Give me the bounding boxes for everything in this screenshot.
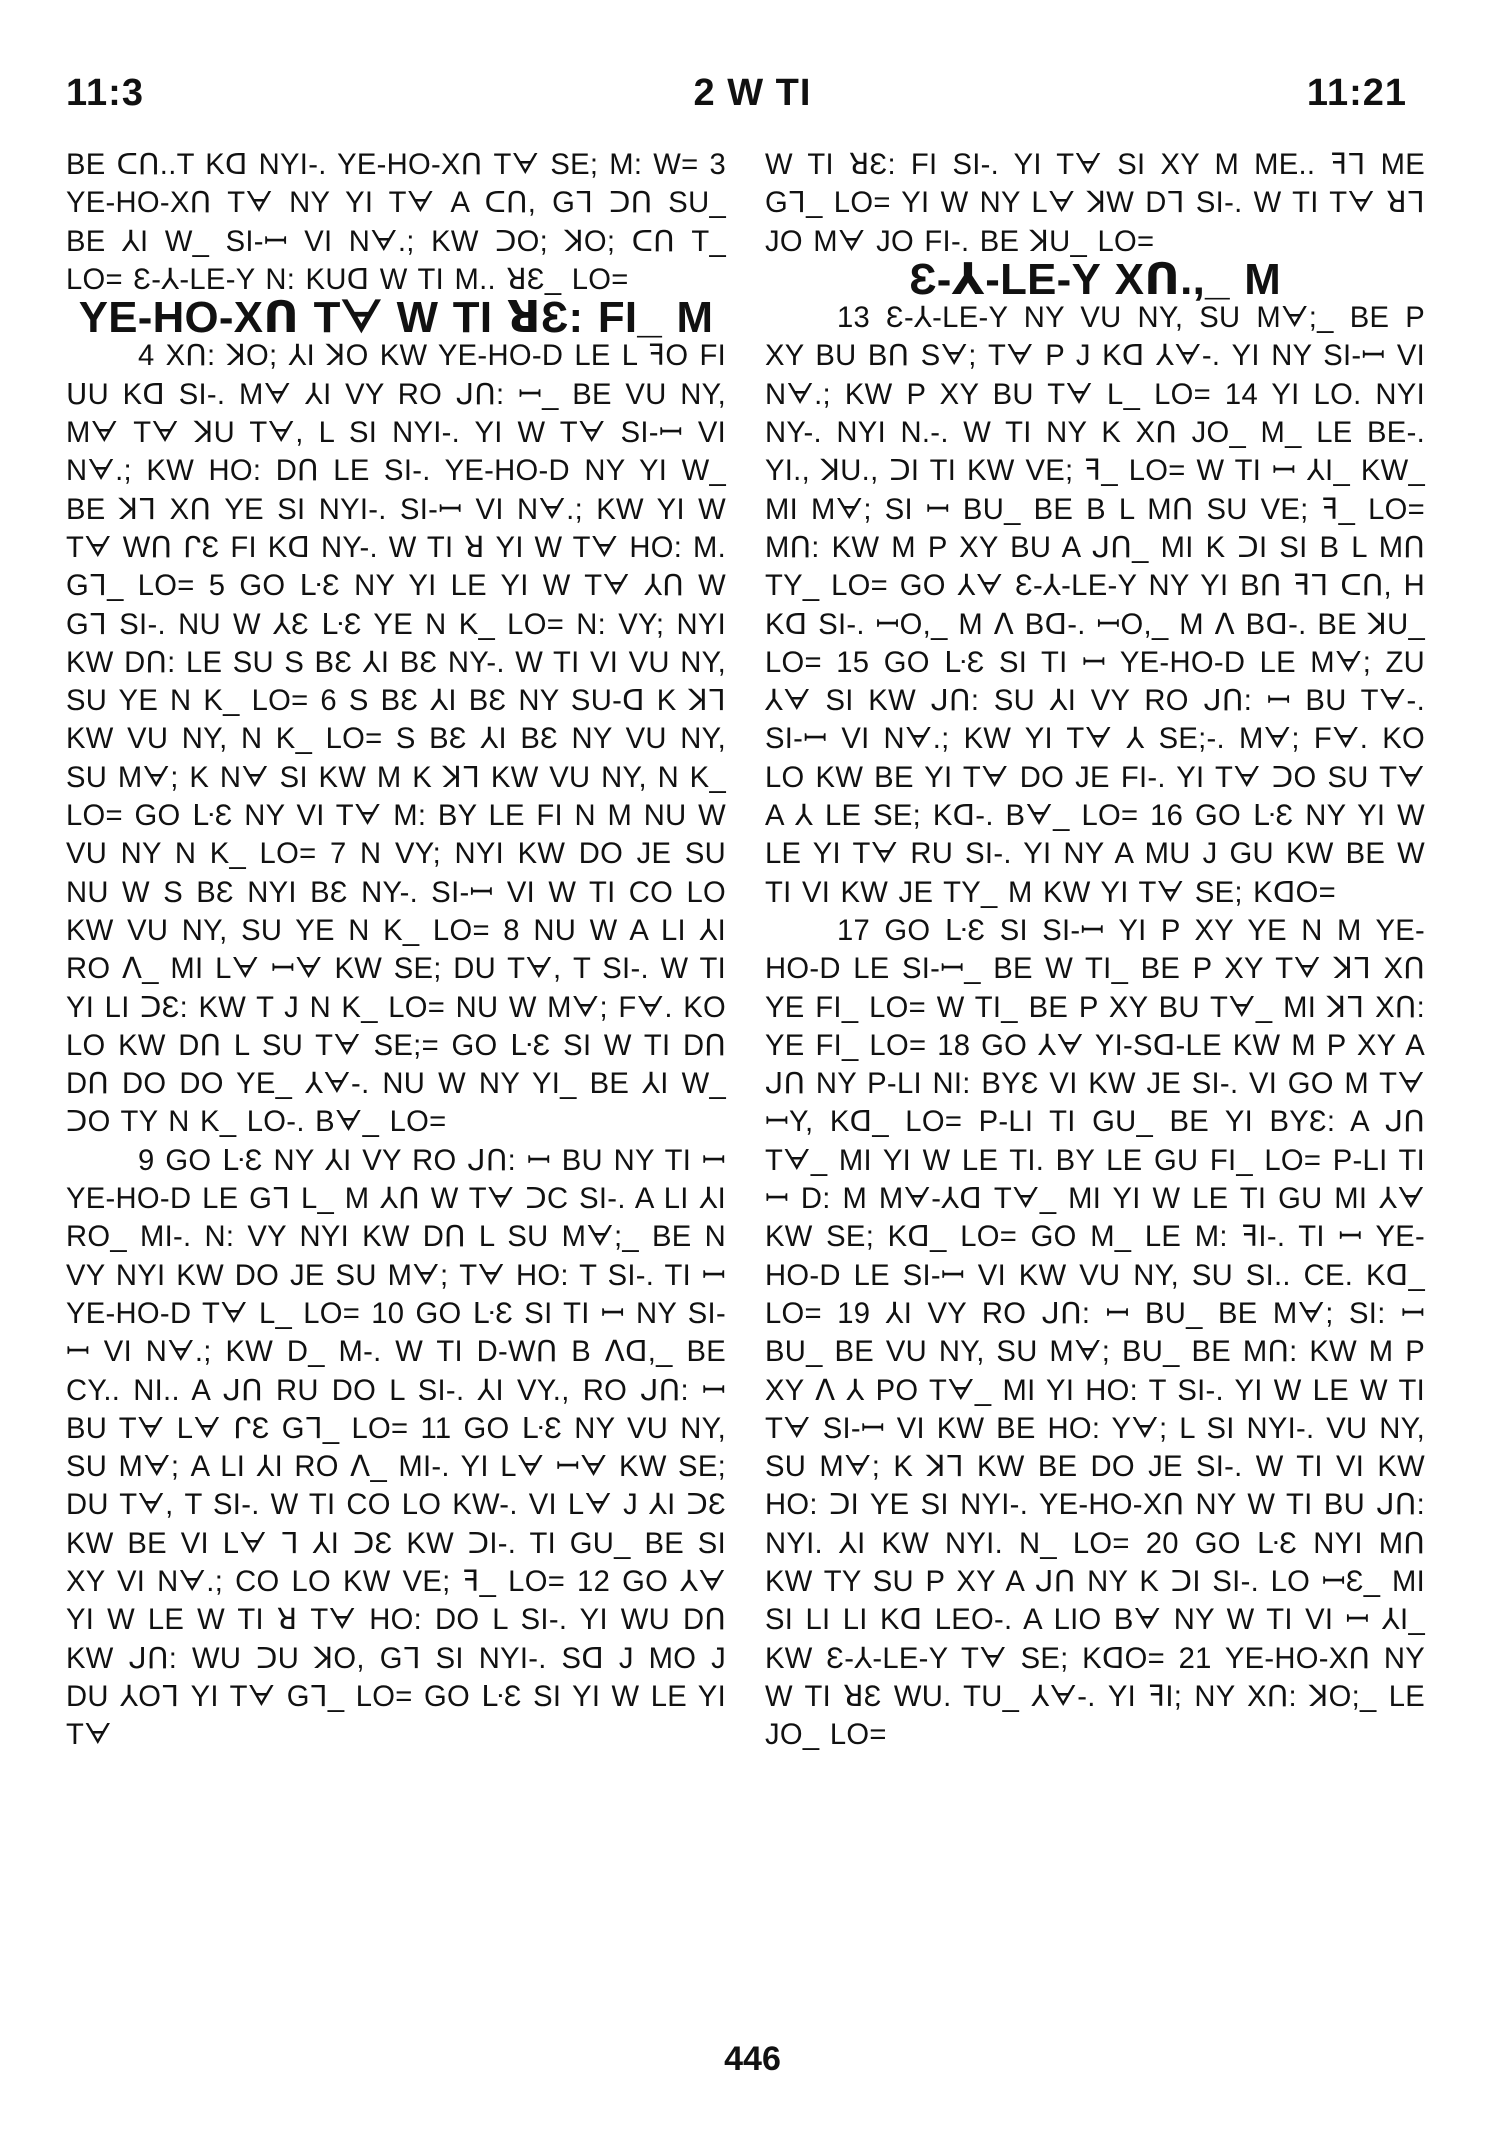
verse-paragraph: 9 GO ᒷƐ NY ⅄I VY RO ᒍᑎ: ꟷ BU NY TI ꟷ YE-HO-D LE Gᒣ L_ M ⅄ᑎ W Tᗄ ᑐC SI-. A LI ⅄I RO_ MI-. N: VY NYI KW Dᑎ L SU Mᗄ;_ BE N VY NYI KW DO JE SU Mᗄ; Tᗄ HO: T SI-. TI ꟷ YE-HO-D Tᗄ L_ LO= 10 GO ᒷƐ SI TI ꟷ NY SI-ꟷ VI Nᗄ.; KW D_ M-. W TI D-Wᑎ B ꓥᗡ,_ BE CY.. NI.. A ᒍᑎ RU DO L SI-. ⅄I VY., RO ᒍᑎ: ꟷ BU Tᗄ Lᗄ ᒋƐ Gᒣ_ LO= 11 GO ᒷƐ NY VU NY, SU Mᗄ; A LI ⅄I RO ꓥ_ MI-. YI Lᗄ ꟷᗄ KW SE; DU Tᗄ, T SI-. W TI CO LO KW-. VI Lᗄ J ⅄I ᑐƐ KW BE VI Lᗄ ᒣ ⅄I ᑐƐ KW ᑐI-. TI GU_ BE SI XY VI Nᗄ.; CO LO KW VE; ꟻ_ LO= 12 GO ⅄ᗄ YI W LE W TI ꓤ Tᗄ HO: DO L SI-. YI WU Dᑎ KW ᒍᑎ: WU ᑐU ꓘO, Gᒣ SI NYI-. Sᗡ J MO J DU ⅄Oᒣ YI Tᗄ Gᒣ_ LO= GO ᒷƐ SI YI W LE YI Tᗄ: [66, 1144, 726, 1752]
section-heading: YE-HO-Xᑎ Tᗄ W TI ꓤƐ: FI_ M: [78, 293, 714, 343]
page-number: 446: [724, 2040, 781, 2078]
verse-paragraph: 4 Xᑎ: ꓘO; ⅄I ꓘO KW YE-HO-D LE L ꟻO FI ᑌU Kᗡ SI-. Mᗄ ⅄I VY RO ᒍᑎ: ꟷ_ BE VU NY, Mᗄ Tᗄ ꓘU Tᗄ, L SI NYI-. YI W Tᗄ SI-ꟷ VI Nᗄ.; KW HO: Dᑎ LE SI-. YE-HO-D NY YI W_ BE ꓘᒣ Xᑎ YE SI NYI-. SI-ꟷ VI Nᗄ.; KW YI W Tᗄ Wᑎ ᒋƐ FI Kᗡ NY-. W TI ꓤ YI W Tᗄ HO: M. Gᒣ_ LO= 5 GO ᒷƐ NY YI LE YI W Tᗄ ⅄ᑎ W Gᒣ SI-. NU W ⅄Ɛ ᒷƐ YE N K_ LO= N: VY; NYI KW Dᑎ: LE SU S BƐ ⅄I BƐ NY-. W TI VI VU NY, SU YE N K_ LO= 6 S BƐ ⅄I BƐ NY SU-ᗡ K ꓘᒣ KW VU NY, N K_ LO= S BƐ ⅄I BƐ NY VU NY, SU Mᗄ; K Nᗄ SI KW M K ꓘᒣ KW VU NY, N K_ LO= GO ᒷƐ NY VI Tᗄ M: BY LE FI N M NU W VU NY N K_ LO= 7 N VY; NYI KW DO JE SU NU W S BƐ NYI BƐ NY-. SI-ꟷ VI W TI CO LO KW VU NY, SU YE N K_ LO= 8 NU W A LI ⅄I RO ꓥ_ MI Lᗄ ꟷᗄ KW SE; DU Tᗄ, T SI-. W TI YI LI ᑐƐ: KW T J N K_ LO= NU W Mᗄ; Fᗄ. KO LO KW Dᑎ L SU Tᗄ SE;= GO ᒷƐ SI W TI Dᑎ Dᑎ DO DO YE_ ⅄ᗄ-. NU W NY YI_ BE ⅄I W_ ᑐO TY N K_ LO-. Bᗄ_ LO=: [66, 340, 726, 1139]
book-title: 2 W TI: [693, 72, 812, 114]
chapter-verse-start: 11:3: [66, 72, 144, 114]
chapter-verse-end: 11:21: [1306, 72, 1407, 114]
verse-paragraph: W TI ꓤƐ: FI SI-. YI Tᗄ SI XY M ME.. ꟻᒣ ME Gᒣ_ LO= YI W NY Lᗄ ꓘW Dᒣ SI-. W TI Tᗄ ꓤᒣ JO Mᗄ JO FI-. BE ꓘU_ LO=: [765, 149, 1425, 258]
verse-paragraph: 13 Ɛ-⅄-LE-Y NY VU NY, SU Mᗄ;_ BE P XY BU Bᑎ Sᗄ; Tᗄ P J Kᗡ ⅄ᗄ-. YI NY SI-ꟷ VI Nᗄ.; KW P XY BU Tᗄ L_ LO= 14 YI LO. NYI NY-. NYI N.-. W TI NY K Xᑎ JO_ M_ LE BE-. YI., ꓘU., ᑐI TI KW VE; ꟻ_ LO= W TI ꟷ ⅄I_ KW_ MI Mᗄ; SI ꟷ BU_ BE B L Mᑎ SU VE; ꟻ_ LO= Mᑎ: KW M P XY BU A ᒍᑎ_ MI K ᑐI SI B L Mᑎ TY_ LO= GO ⅄ᗄ Ɛ-⅄-LE-Y NY YI Bᑎ ꟻᒣ ᑕᑎ, H Kᗡ SI-. ꟷO,_ M ꓥ Bᗡ-. ꟷO,_ M ꓥ Bᗡ-. BE ꓘU_ LO= 15 GO ᒷƐ SI TI ꟷ YE-HO-D LE Mᗄ; ZU ⅄ᗄ SI KW ᒍᑎ: SU ⅄I VY RO ᒍᑎ: ꟷ BU Tᗄ-. SI-ꟷ VI Nᗄ.; KW YI Tᗄ ⅄ SE;-. Mᗄ; Fᗄ. KO LO KW BE YI Tᗄ DO JE FI-. YI Tᗄ ᑐO SU Tᗄ A ⅄ LE SE; Kᗡ-. Bᗄ_ LO= 16 GO ᒷƐ NY YI W LE YI Tᗄ RU SI-. YI NY A MU J GU KW BE W TI VI KW JE TY_ M KW YI Tᗄ SE; KᗡO=: [765, 302, 1425, 909]
verse-paragraph: BE ᑕᑎ..T Kᗡ NYI-. YE-HO-Xᑎ Tᗄ SE; M: W= 3 YE-HO-Xᑎ Tᗄ NY YI Tᗄ A ᑕᑎ, Gᒣ ᑐᑎ SU_ BE ⅄I W_ SI-ꟷ VI Nᗄ.; KW ᑐO; ꓘO; ᑕᑎ T_ LO= Ɛ-⅄-LE-Y N: KUᗡ W TI M.. ꓤƐ_ LO=: [66, 149, 726, 296]
right-column: [765, 146, 1425, 1754]
left-column: [66, 146, 726, 1754]
verse-paragraph: 17 GO ᒷƐ SI SI-ꟷ YI P XY YE N M YE-HO-D LE SI-ꟷ_ BE W TI_ BE P XY Tᗄ ꓘᒣ Xᑎ YE FI_ LO= W TI_ BE P XY BU Tᗄ_ MI ꓘᒣ Xᑎ: YE FI_ LO= 18 GO ⅄ᗄ YI-Sᗡ-LE KW M P XY A ᒍᑎ NY P-LI NI: BYƐ VI KW JE SI-. VI GO M Tᗄ ꟷY, Kᗡ_ LO= P-LI TI GU_ BE YI BYƐ: A ᒍᑎ Tᗄ_ MI YI W LE TI. BY LE GU FI_ LO= P-LI TI ꟷ D: M Mᗄ-⅄ᗡ Tᗄ_ MI YI W LE TI GU MI ⅄ᗄ KW SE; Kᗡ_ LO= GO M_ LE M: ꟻI-. TI ꟷ YE-HO-D LE SI-ꟷ VI KW VU NY, SU SI.. CE. Kᗡ_ LO= 19 ⅄I VY RO ᒍᑎ: ꟷ BU_ BE Mᗄ; SI: ꟷ BU_ BE VU NY, SU Mᗄ; BU_ BE Mᑎ: KW M P XY ꓥ ⅄ PO Tᗄ_ MI YI HO: T SI-. YI W LE W TI Tᗄ SI-ꟷ VI KW BE HO: Yᗄ; L SI NYI-. VU NY, SU Mᗄ; K ꓘᒣ KW BE DO JE SI-. W TI VI KW HO: ᑐI YE SI NYI-. YE-HO-Xᑎ NY W TI BU ᒍᑎ: NYI. ⅄I KW NYI. N_ LO= 20 GO ᒷƐ NYI Mᑎ KW TY SU P XY A ᒍᑎ NY K ᑐI SI-. LO ꟷƐ_ MI SI LI LI Kᗡ LEO-. A LIO Bᗄ NY W TI VI ꟷ ⅄I_ KW Ɛ-⅄-LE-Y Tᗄ SE; KᗡO= 21 YE-HO-Xᑎ NY W TI ꓤƐ WU. TU_ ⅄ᗄ-. YI ꟻI; NY Xᑎ: ꓘO;_ LE JO_ LO=: [765, 914, 1425, 1752]
section-heading: Ɛ-⅄-LE-Y Xᑎ.,_ M: [909, 254, 1281, 304]
